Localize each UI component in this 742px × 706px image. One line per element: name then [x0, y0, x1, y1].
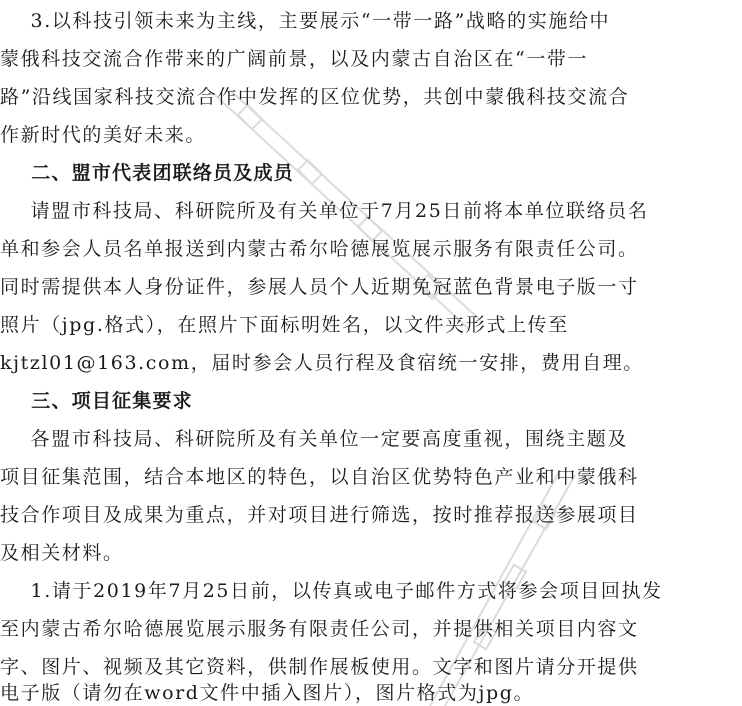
paragraph-line: 1.请于2019年7月25日前，以传真或电子邮件方式将参会项目回执发 — [0, 580, 663, 602]
paragraph-line: 3.以科技引领未来为主线，主要展示“一带一路”战略的实施给中 — [0, 10, 611, 32]
paragraph-line: kjtzl01@163.com，届时参会人员行程及食宿统一安排，费用自理。 — [0, 352, 644, 374]
paragraph-line: 技合作项目及成果为重点，并对项目进行筛选，按时推荐报送参展项目 — [0, 504, 639, 526]
paragraph-line: 同时需提供本人身份证件，参展人员个人近期免冠蓝色背景电子版一寸 — [0, 276, 639, 298]
paragraph-line: 及相关材料。 — [0, 542, 124, 564]
paragraph-line: 电子版（请勿在word文件中插入图片），图片格式为jpg。 — [0, 682, 535, 704]
paragraph-line: 蒙俄科技交流合作带来的广阔前景，以及内蒙古自治区在“一带一 — [0, 48, 589, 70]
section-heading: 二、盟市代表团联络员及成员 — [0, 162, 294, 184]
paragraph-line: 单和参会人员名单报送到内蒙古希尔哈德展览展示服务有限责任公司。 — [0, 238, 639, 260]
section-heading: 三、项目征集要求 — [0, 390, 193, 412]
paragraph-line: 至内蒙古希尔哈德展览展示服务有限责任公司，并提供相关项目内容文 — [0, 618, 639, 640]
paragraph-line: 路”沿线国家科技交流合作中发挥的区位优势，共创中蒙俄科技交流合 — [0, 86, 630, 108]
paragraph-line: 字、图片、视频及其它资料，供制作展板使用。文字和图片请分开提供 — [0, 656, 639, 678]
paragraph-line: 照片（jpg.格式），在照片下面标明姓名，以文件夹形式上传至 — [0, 314, 569, 336]
paragraph-line: 项目征集范围，结合本地区的特色，以自治区优势特色产业和中蒙俄科 — [0, 466, 639, 488]
paragraph-line: 作新时代的美好未来。 — [0, 124, 207, 146]
paragraph-line: 各盟市科技局、科研院所及有关单位一定要高度重视，围绕主题及 — [0, 428, 628, 450]
paragraph-line: 请盟市科技局、科研院所及有关单位于7月25日前将本单位联络员名 — [0, 200, 649, 222]
